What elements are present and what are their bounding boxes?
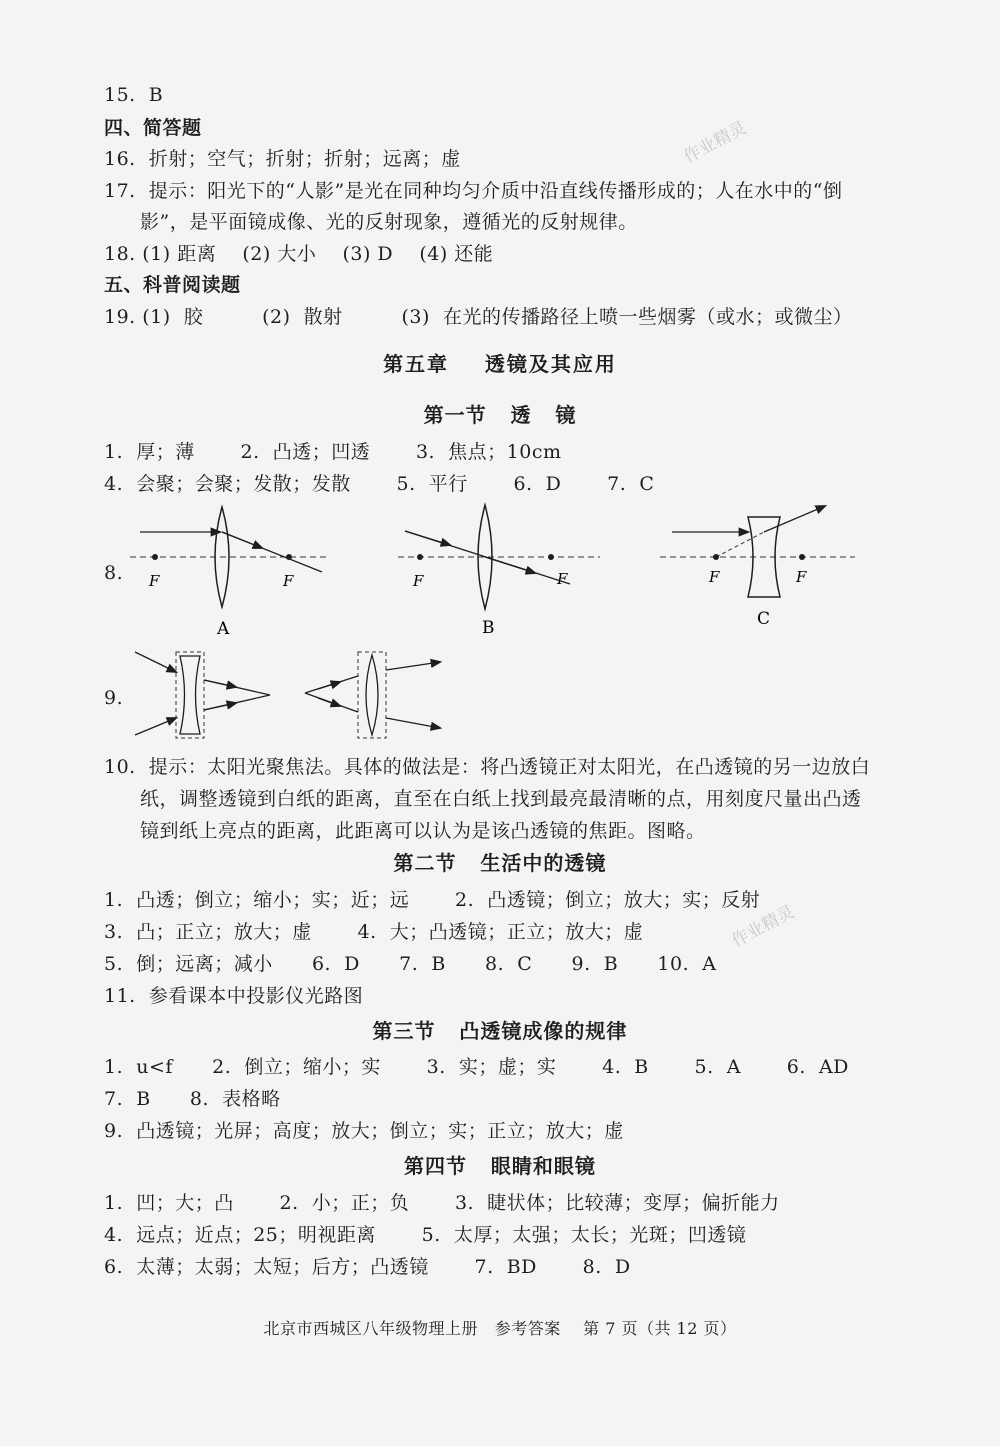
answer-q17-line2: 影”，是平面镜成像、光的反射现象，遵循光的反射规律。: [140, 211, 638, 233]
focus-point-left-c: [713, 554, 719, 560]
diagram-label-c: C: [757, 609, 771, 629]
answer-q16: 16. 折射；空气；折射；折射；远离；虚: [104, 148, 461, 170]
section-title-3: 第三节 凸透镜成像的规律: [372, 1019, 628, 1043]
section-heading-reading: 五、科普阅读题: [104, 274, 241, 296]
diagram-b-convex-lens: [398, 505, 600, 638]
focus-point-left-a: [152, 554, 158, 560]
s1-answer-10-line1: 10. 提示：太阳光聚焦法。具体的做法是：将凸透镜正对太阳光，在凸透镜的另一边放白: [104, 756, 871, 778]
focus-point-right-a: [286, 554, 292, 560]
watermark: 作业精灵: [728, 901, 798, 952]
s2-answer-11: 11. 参看课本中投影仪光路图: [104, 985, 364, 1007]
s4-answer-4: 4. 远点；近点；25；明视距离 5. 太厚；太强；太长；光斑；凹透镜: [104, 1224, 747, 1246]
section-heading-short-answer: 四、简答题: [104, 117, 202, 139]
focus-label: F: [557, 570, 568, 588]
diagram-9-left-concave-lens: [135, 652, 270, 738]
s1-answer-10-line2: 纸，调整透镜到白纸的距离，直至在白纸上找到最亮最清晰的点，用刻度尺量出凸透: [140, 788, 862, 810]
diagram-c-concave-lens: [660, 506, 855, 629]
s1-answer-4: 4. 会聚；会聚；发散；发散 5. 平行 6. D 7. C: [104, 473, 655, 495]
diagram-a-convex-lens: [130, 507, 330, 639]
section-title-1: 第一节 透 镜: [423, 403, 577, 427]
s3-answer-7: 7. B 8. 表格略: [104, 1088, 281, 1110]
s2-answer-5: 5. 倒；远离；减小 6. D 7. B 8. C 9. B 10. A: [104, 953, 717, 975]
diagram-label-a: A: [217, 619, 230, 639]
diagram-label-b: B: [482, 618, 495, 638]
focus-label: F: [149, 572, 160, 590]
s3-answer-1: 1. u<f 2. 倒立；缩小；实 3. 实；虚；实 4. B 5. A 6. AD: [104, 1056, 849, 1078]
page-footer: 北京市西城区八年级物理上册 参考答案 第 7 页（共 12 页）: [263, 1319, 737, 1338]
diagram-9-right-convex-lens: [305, 652, 440, 738]
section-title-4: 第四节 眼睛和眼镜: [404, 1154, 596, 1178]
focus-label: F: [283, 572, 294, 590]
focus-point-right-c: [799, 554, 805, 560]
focus-point-left-b: [417, 554, 423, 560]
s1-answer-10-line3: 镜到纸上亮点的距离，此距离可以认为是该凸透镜的焦距。图略。: [140, 820, 706, 842]
s3-answer-9: 9. 凸透镜；光屏；高度；放大；倒立；实；正立；放大；虚: [104, 1120, 624, 1142]
chapter-title: 第五章 透镜及其应用: [383, 352, 617, 376]
s2-answer-3: 3. 凸；正立；放大；虚 4. 大；凸透镜；正立；放大；虚: [104, 921, 644, 943]
s4-answer-1: 1. 凹；大；凸 2. 小；正；负 3. 睫状体；比较薄；变厚；偏折能力: [104, 1192, 780, 1214]
section-title-2: 第二节 生活中的透镜: [393, 851, 607, 875]
answer-q15: 15. B: [104, 84, 164, 106]
answer-q17-line1: 17. 提示：阳光下的“人影”是光在同种均匀介质中沿直线传播形成的；人在水中的“倒: [104, 180, 843, 202]
focus-label: F: [413, 572, 424, 590]
s1-answer-9-label: 9.: [104, 687, 124, 709]
answer-q19: 19. (1) 胶 (2) 散射 (3) 在光的传播路径上喷一些烟雾（或水；或微尘）: [104, 306, 853, 328]
s2-answer-1: 1. 凸透；倒立；缩小；实；近；远 2. 凸透镜；倒立；放大；实；反射: [104, 889, 761, 911]
focus-label: F: [709, 568, 720, 586]
s1-answer-8-label: 8.: [104, 562, 124, 584]
s4-answer-6: 6. 太薄；太弱；太短；后方；凸透镜 7. BD 8. D: [104, 1256, 631, 1278]
answer-q18: 18. (1) 距离 (2) 大小 (3) D (4) 还能: [104, 243, 494, 265]
watermark: 作业精灵: [680, 117, 750, 168]
focus-label: F: [796, 568, 807, 586]
s1-answer-1: 1. 厚；薄 2. 凸透；凹透 3. 焦点；10cm: [104, 441, 562, 463]
focus-point-right-b: [548, 554, 554, 560]
